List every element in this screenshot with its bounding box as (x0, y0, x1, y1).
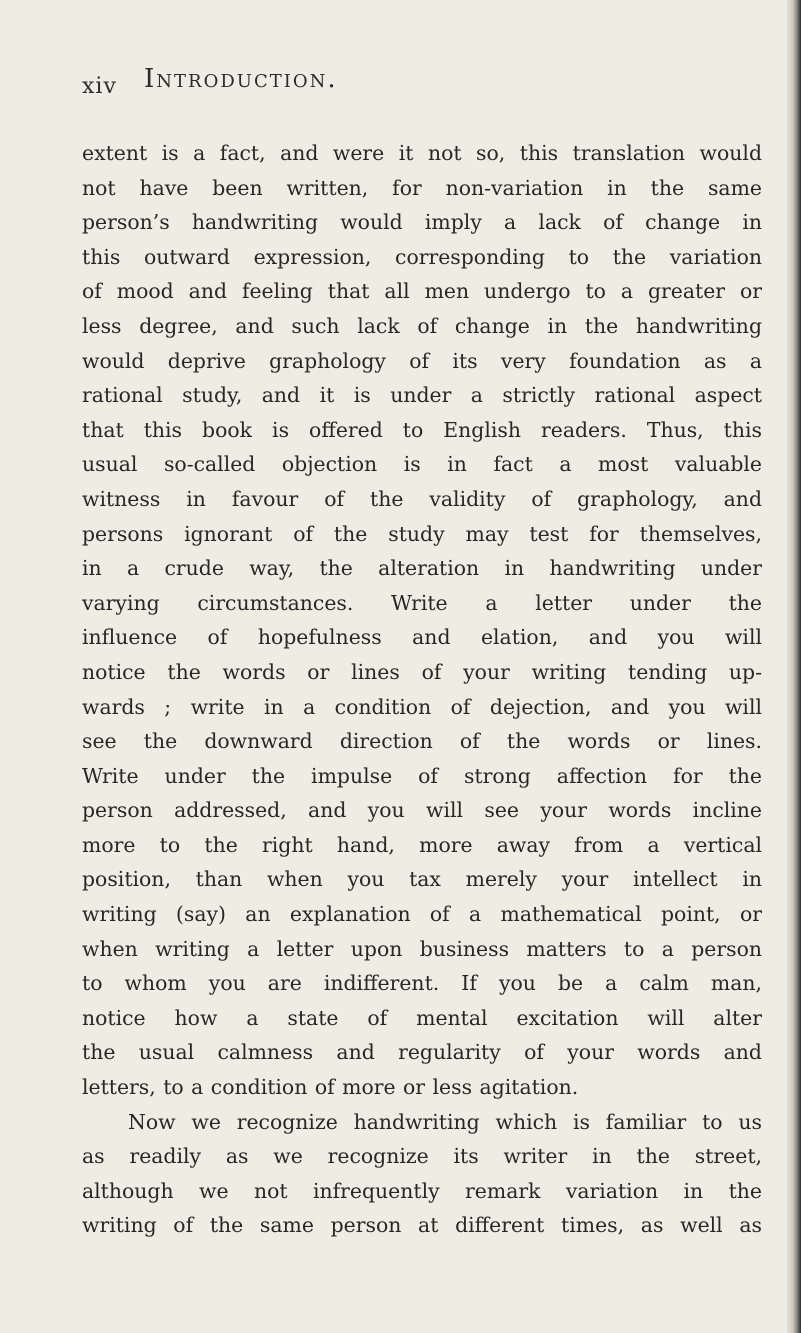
paragraph (82, 136, 762, 1105)
text-line: would deprive graphology of its very foundation as a (82, 348, 762, 373)
text-line: writing of the same person at different times, as well as (82, 1213, 762, 1238)
running-head: Introduction. (144, 64, 338, 94)
text-line: when writing a letter upon business matters to a person (82, 936, 762, 961)
text-line: that this book is offered to English readers. Thus, this (82, 417, 762, 442)
text-line: Now we recognize handwriting which is familiar to us (128, 1109, 762, 1134)
text-line: person addressed, and you will see your words incline (82, 798, 762, 823)
text-line: person’s handwriting would imply a lack of change in (82, 210, 762, 235)
text-line: of mood and feeling that all men undergo to a greater or (82, 279, 762, 304)
body-text (82, 136, 762, 1243)
text-line: in a crude way, the alteration in handwriting under (82, 556, 762, 581)
page-edge-shadow (787, 0, 801, 1333)
paragraph (82, 1105, 762, 1243)
text-line: although we not infrequently remark variation in the (82, 1178, 762, 1203)
text-line: this outward expression, corresponding to the variation (82, 244, 762, 269)
text-line: see the downward direction of the words or lines. (82, 729, 762, 754)
text-line: more to the right hand, more away from a vertical (82, 832, 762, 857)
text-line: to whom you are indifferent. If you be a calm man, (82, 971, 762, 996)
text-line: as readily as we recognize its writer in the street, (82, 1144, 762, 1169)
text-line: usual so-called objection is in fact a most valuable (82, 452, 762, 477)
text-line: letters, to a condition of more or less agitation. (82, 1075, 579, 1100)
page-header (82, 62, 722, 102)
text-line: persons ignorant of the study may test for themselves, (82, 521, 762, 546)
text-line: rational study, and it is under a strictly rational aspect (82, 383, 762, 408)
text-line: notice the words or lines of your writing tending up- (82, 659, 762, 684)
text-line: extent is a fact, and were it not so, this translation would (82, 141, 762, 165)
text-line: notice how a state of mental excitation will alter (82, 1005, 762, 1030)
text-line: position, than when you tax merely your intellect in (82, 867, 762, 892)
page-number: xiv (82, 74, 117, 99)
text-line: Write under the impulse of strong affection for the (82, 763, 762, 788)
text-line: not have been written, for non-variation in the same (82, 175, 762, 200)
text-line: writing (say) an explanation of a mathematical point, or (82, 902, 762, 927)
text-line: witness in favour of the validity of graphology, and (82, 486, 762, 511)
text-line: influence of hopefulness and elation, and you will (82, 625, 762, 650)
text-line: wards ; write in a condition of dejection, and you will (82, 694, 762, 719)
text-line: the usual calmness and regularity of your words and (82, 1040, 762, 1065)
text-line: less degree, and such lack of change in the handwriting (82, 313, 762, 338)
text-line: varying circumstances. Write a letter under the (82, 590, 762, 615)
